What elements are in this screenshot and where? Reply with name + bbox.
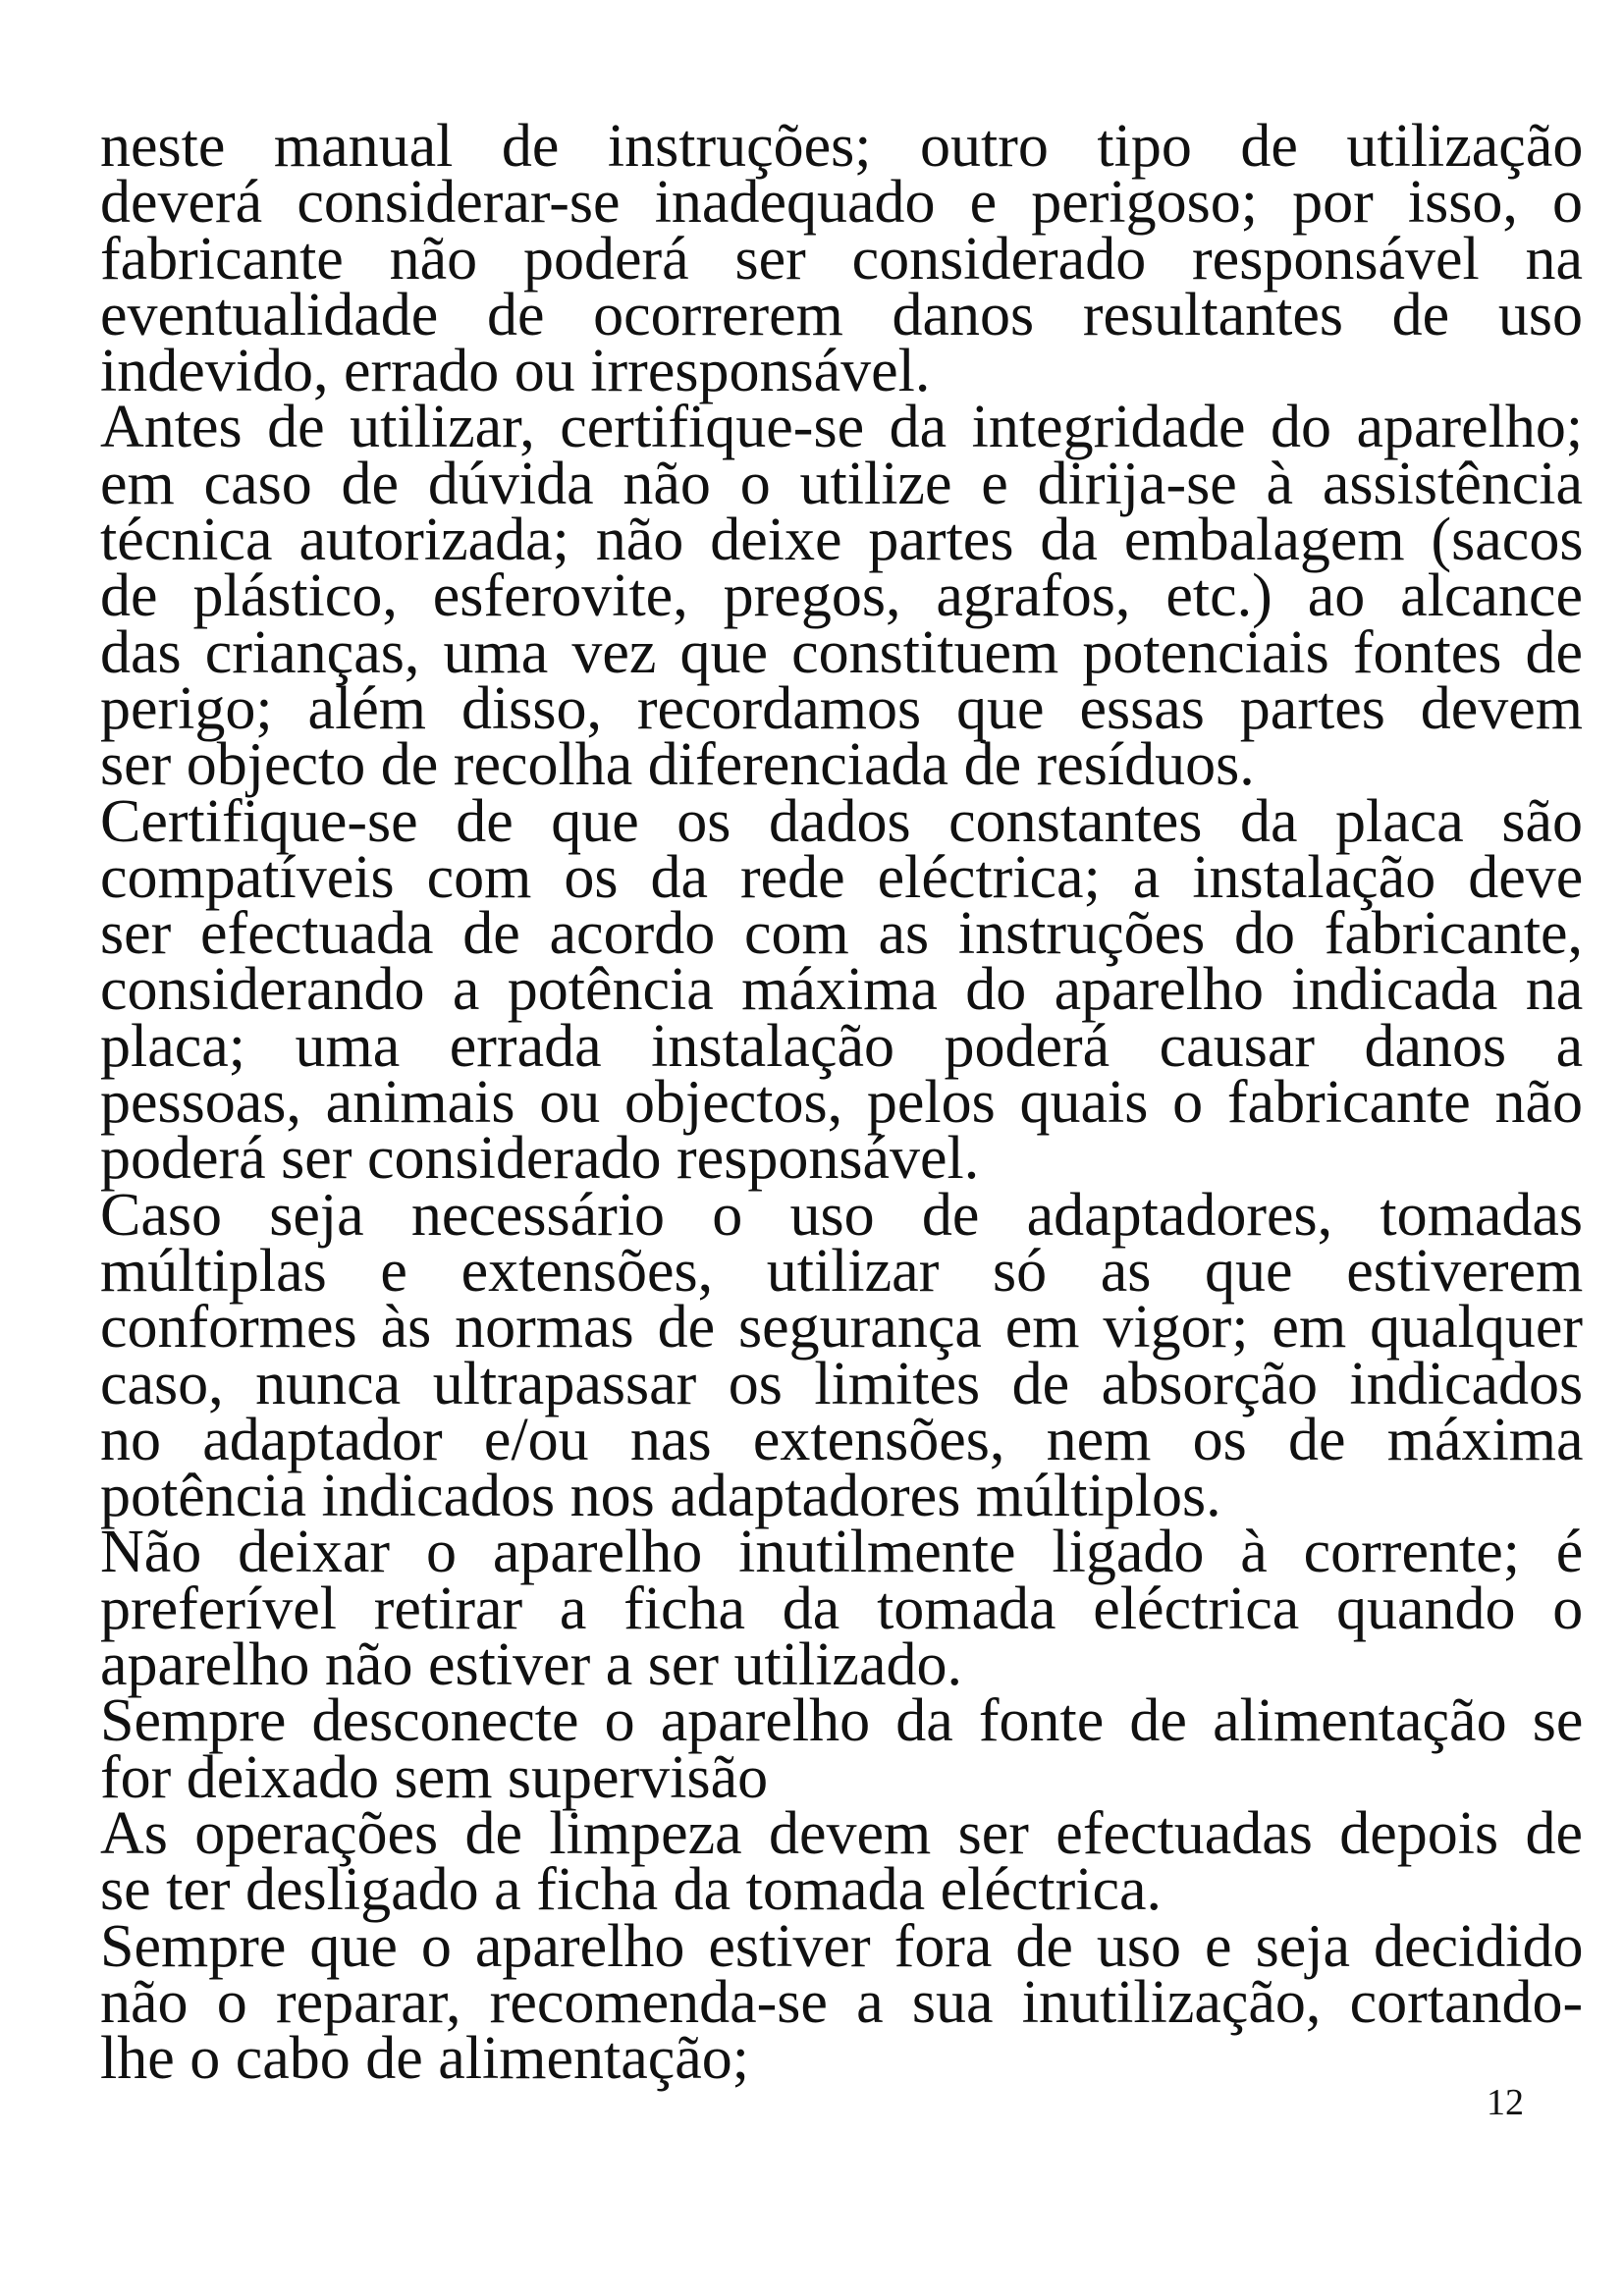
text-line: potência indicados nos adaptadores múltiplos. — [100, 1463, 1221, 1530]
text-line: caso, nunca ultrapassar os limites de absorção indicados — [100, 1350, 1584, 1417]
page-number: 12 — [1487, 2082, 1524, 2123]
text-line: As operações de limpeza devem ser efectuadas depois de — [100, 1799, 1584, 1867]
text-line: no adaptador e/ou nas extensões, nem os de máxima — [100, 1406, 1584, 1473]
text-line: pessoas, animais ou objectos, pelos quais o fabricante não — [100, 1069, 1583, 1137]
text-line: neste manual de instruções; outro tipo de utilização — [100, 113, 1584, 180]
text-line: fabricante não poderá ser considerado responsável na — [100, 225, 1584, 293]
text-line: conformes às normas de segurança em vigor; em qualquer — [100, 1294, 1583, 1362]
text-line: compatíveis com os da rede eléctrica; a instalação deve — [100, 843, 1584, 911]
text-line: perigo; além disso, recordamos que essas partes devem — [100, 674, 1584, 742]
text-line: não o reparar, recomenda-se a sua inutilização, cortando- — [100, 1968, 1584, 2036]
body-text — [100, 113, 1584, 2093]
text-line: eventualidade de ocorrerem danos resultantes de uso — [100, 281, 1583, 348]
text-line: de plástico, esferovite, pregos, agrafos, etc.) ao alcance — [100, 562, 1583, 630]
text-line: poderá ser considerado responsável. — [100, 1125, 980, 1193]
text-line: Sempre que o aparelho estiver fora de uso e seja decidido — [100, 1912, 1584, 1980]
text-line: Caso seja necessário o uso de adaptadores, tomadas — [100, 1181, 1583, 1249]
text-line: ser efectuada de acordo com as instruções do fabricante, — [100, 900, 1584, 968]
text-line: se ter desligado a ficha da tomada eléctrica. — [100, 1856, 1163, 1924]
text-line: preferível retirar a ficha da tomada eléctrica quando o — [100, 1575, 1584, 1642]
text-line: Sempre desconecte o aparelho da fonte de alimentação se — [100, 1687, 1584, 1755]
text-line: múltiplas e extensões, utilizar só as que estiverem — [100, 1237, 1584, 1305]
text-line: Certifique-se de que os dados constantes da placa são — [100, 787, 1583, 855]
text-line: das crianças, uma vez que constituem potenciais fontes de — [100, 618, 1583, 686]
text-line: em caso de dúvida não o utilize e dirija-se à assistência — [100, 450, 1583, 517]
text-line: aparelho não estiver a ser utilizado. — [100, 1631, 962, 1699]
text-line: placa; uma errada instalação poderá causar danos a — [100, 1012, 1584, 1080]
text-line: Antes de utilizar, certifique-se da integridade do aparelho; — [100, 394, 1584, 461]
text-line: for deixado sem supervisão — [100, 1743, 769, 1811]
text-line: considerando a potência máxima do aparelho indicada na — [100, 956, 1584, 1024]
text-line: técnica autorizada; não deixe partes da embalagem (sacos — [100, 507, 1584, 574]
text-line: indevido, errado ou irresponsável. — [100, 338, 931, 405]
text-line: Não deixar o aparelho inutilmente ligado à corrente; é — [100, 1519, 1584, 1586]
text-line: lhe o cabo de alimentação; — [100, 2025, 750, 2093]
text-line: deverá considerar-se inadequado e perigoso; por isso, o — [100, 169, 1583, 237]
text-line: ser objecto de recolha diferenciada de resíduos. — [100, 731, 1255, 799]
